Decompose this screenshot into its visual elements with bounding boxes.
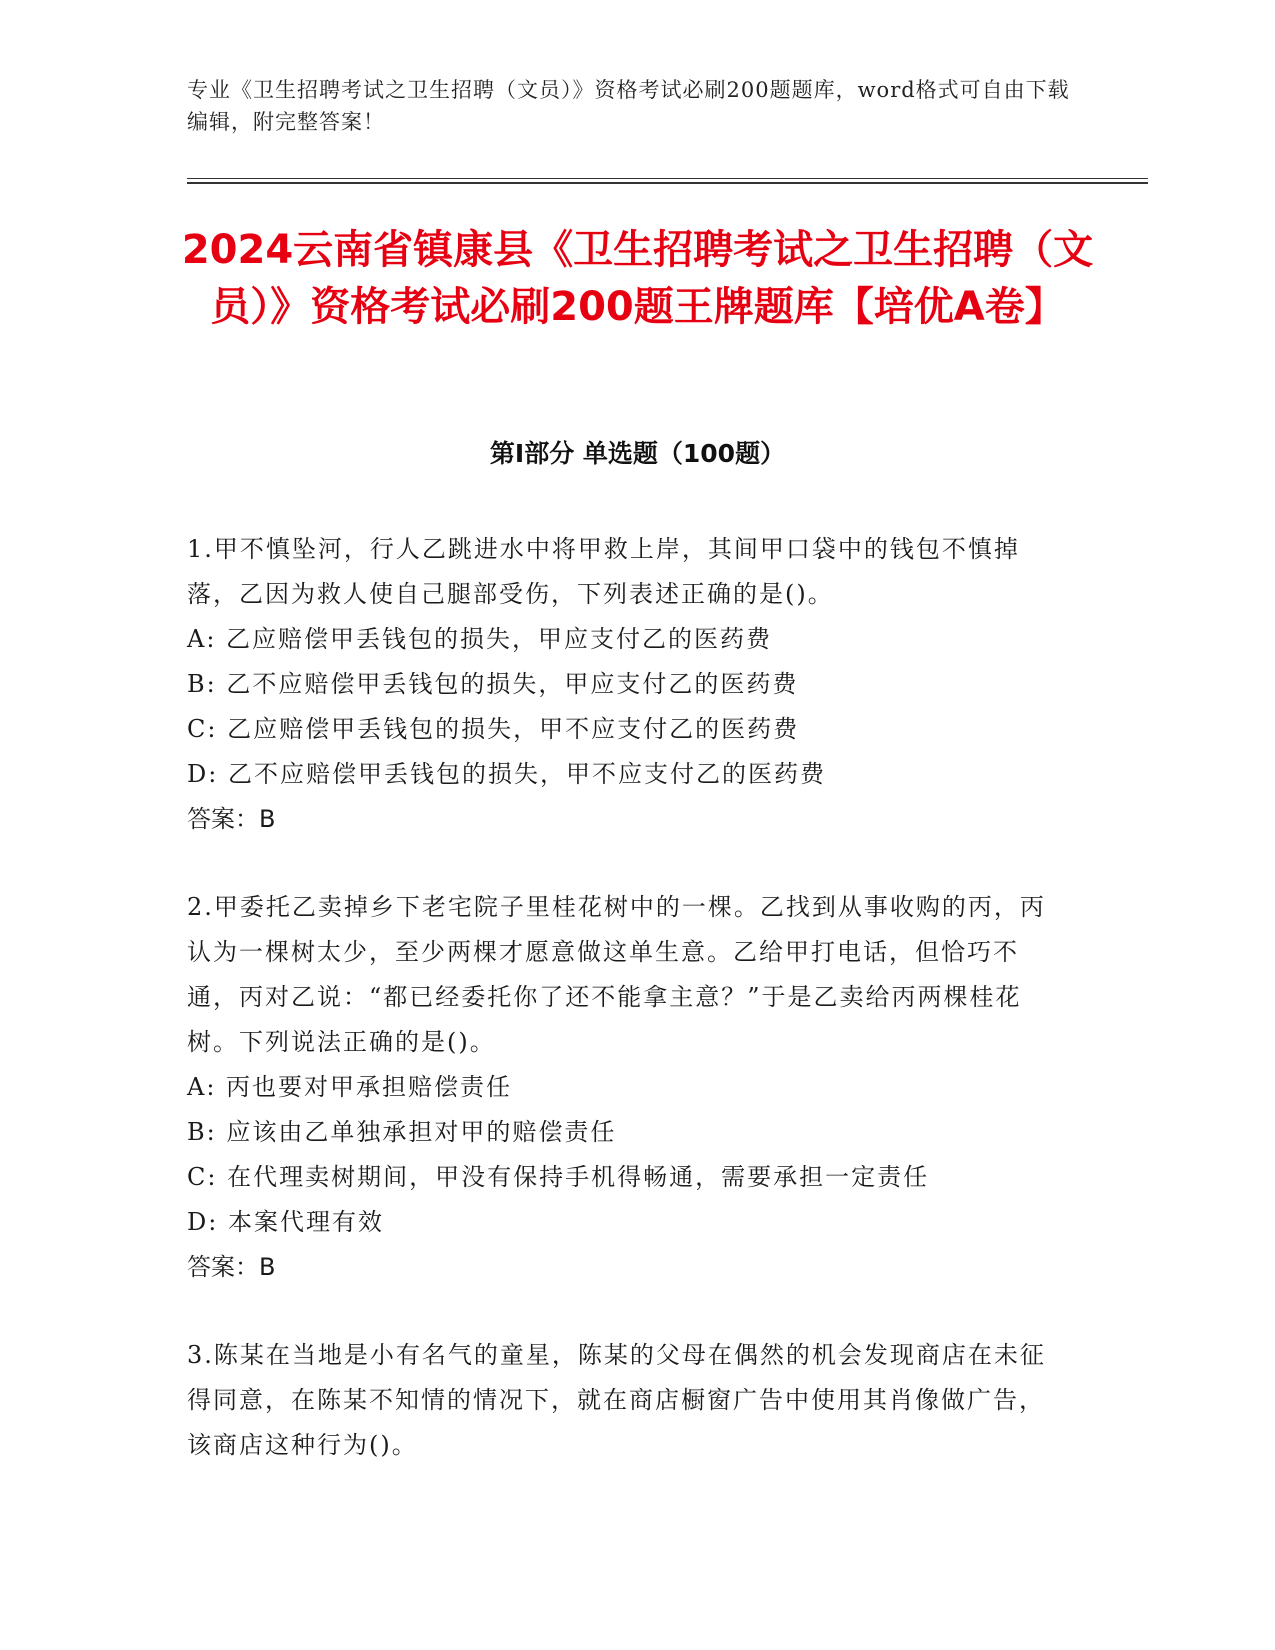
question-stem: 3.陈某在当地是小有名气的童星，陈某的父母在偶然的机会发现商店在未征得同意，在陈某不知情的情况下，就在商店橱窗广告中使用其肖像做广告，该商店这种行为()。 [187,1341,1046,1459]
option-d: D: 本案代理有效 [187,1208,384,1236]
document-title: 2024云南省镇康县《卫生招聘考试之卫生招聘（文员）》资格考试必刷200题王牌题库【培优A卷】 [181,227,1094,330]
option-a: A: 乙应赔偿甲丢钱包的损失，甲应支付乙的医药费 [187,625,773,653]
question-stem: 1.甲不慎坠河，行人乙跳进水中将甲救上岸，其间甲口袋中的钱包不慎掉落，乙因为救人使自己腿部受伤，下列表述正确的是()。 [187,535,1020,608]
answer-line: 答案：B [187,1253,276,1281]
option-d: D: 乙不应赔偿甲丢钱包的损失，甲不应支付乙的医药费 [187,760,826,788]
option-b: B: 乙不应赔偿甲丢钱包的损失，甲应支付乙的医药费 [187,670,799,698]
question-1 [187,527,1067,842]
question-stem: 2.甲委托乙卖掉乡下老宅院子里桂花树中的一棵。乙找到从事收购的丙，丙认为一棵树太少，至少两棵才愿意做这单生意。乙给甲打电话，但恰巧不通，丙对乙说：“都已经委托你了还不能拿主意？”于是乙卖给丙两棵桂花树。下列说法正确的是()。 [187,893,1046,1056]
option-b: B: 应该由乙单独承担对甲的赔偿责任 [187,1118,617,1146]
question-list [187,527,1067,1511]
header-note: 专业《卫生招聘考试之卫生招聘（文员）》资格考试必刷200题题库，word格式可自由下载编辑，附完整答案！ [187,78,1070,134]
question-3 [187,1333,1067,1468]
question-2 [187,885,1067,1290]
option-c: C: 乙应赔偿甲丢钱包的损失，甲不应支付乙的医药费 [187,715,800,743]
option-a: A: 丙也要对甲承担赔偿责任 [187,1073,513,1101]
header-divider [187,178,1148,184]
answer-line: 答案：B [187,805,276,833]
section-heading: 第Ⅰ部分 单选题（100题） [489,439,786,468]
option-c: C: 在代理卖树期间，甲没有保持手机得畅通，需要承担一定责任 [187,1163,930,1191]
